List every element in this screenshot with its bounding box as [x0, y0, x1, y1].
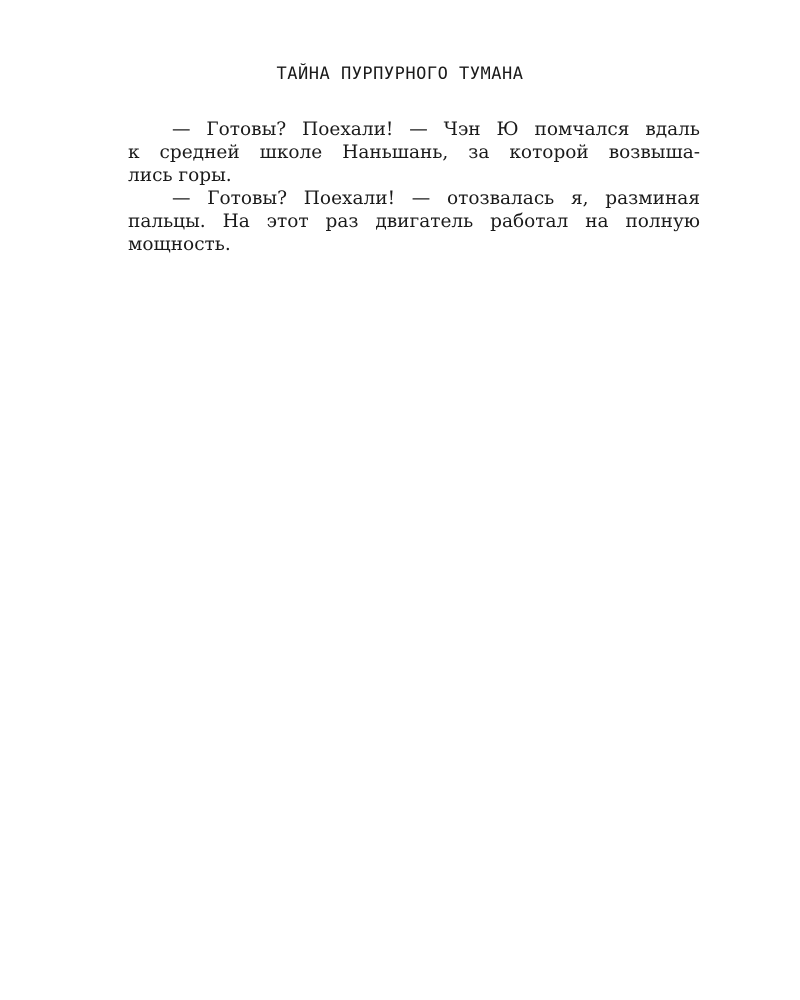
text-line: — Готовы? Поехали! — Чэн Ю помчался вдаль — [172, 119, 700, 140]
text-line: пальцы. На этот раз двигатель работал на полную — [128, 211, 700, 232]
text-line: — Готовы? Поехали! — отозвалась я, разминая — [172, 188, 700, 209]
text-line: лись горы. — [128, 165, 232, 186]
paragraph-2 — [128, 187, 700, 256]
text-line: к средней школе Наньшань, за которой возвыша- — [128, 142, 700, 163]
text-line: мощность. — [128, 234, 231, 255]
paragraph-1 — [128, 118, 700, 187]
running-title: ТАЙНА ПУРПУРНОГО ТУМАНА — [276, 64, 524, 84]
body-text — [128, 118, 700, 256]
